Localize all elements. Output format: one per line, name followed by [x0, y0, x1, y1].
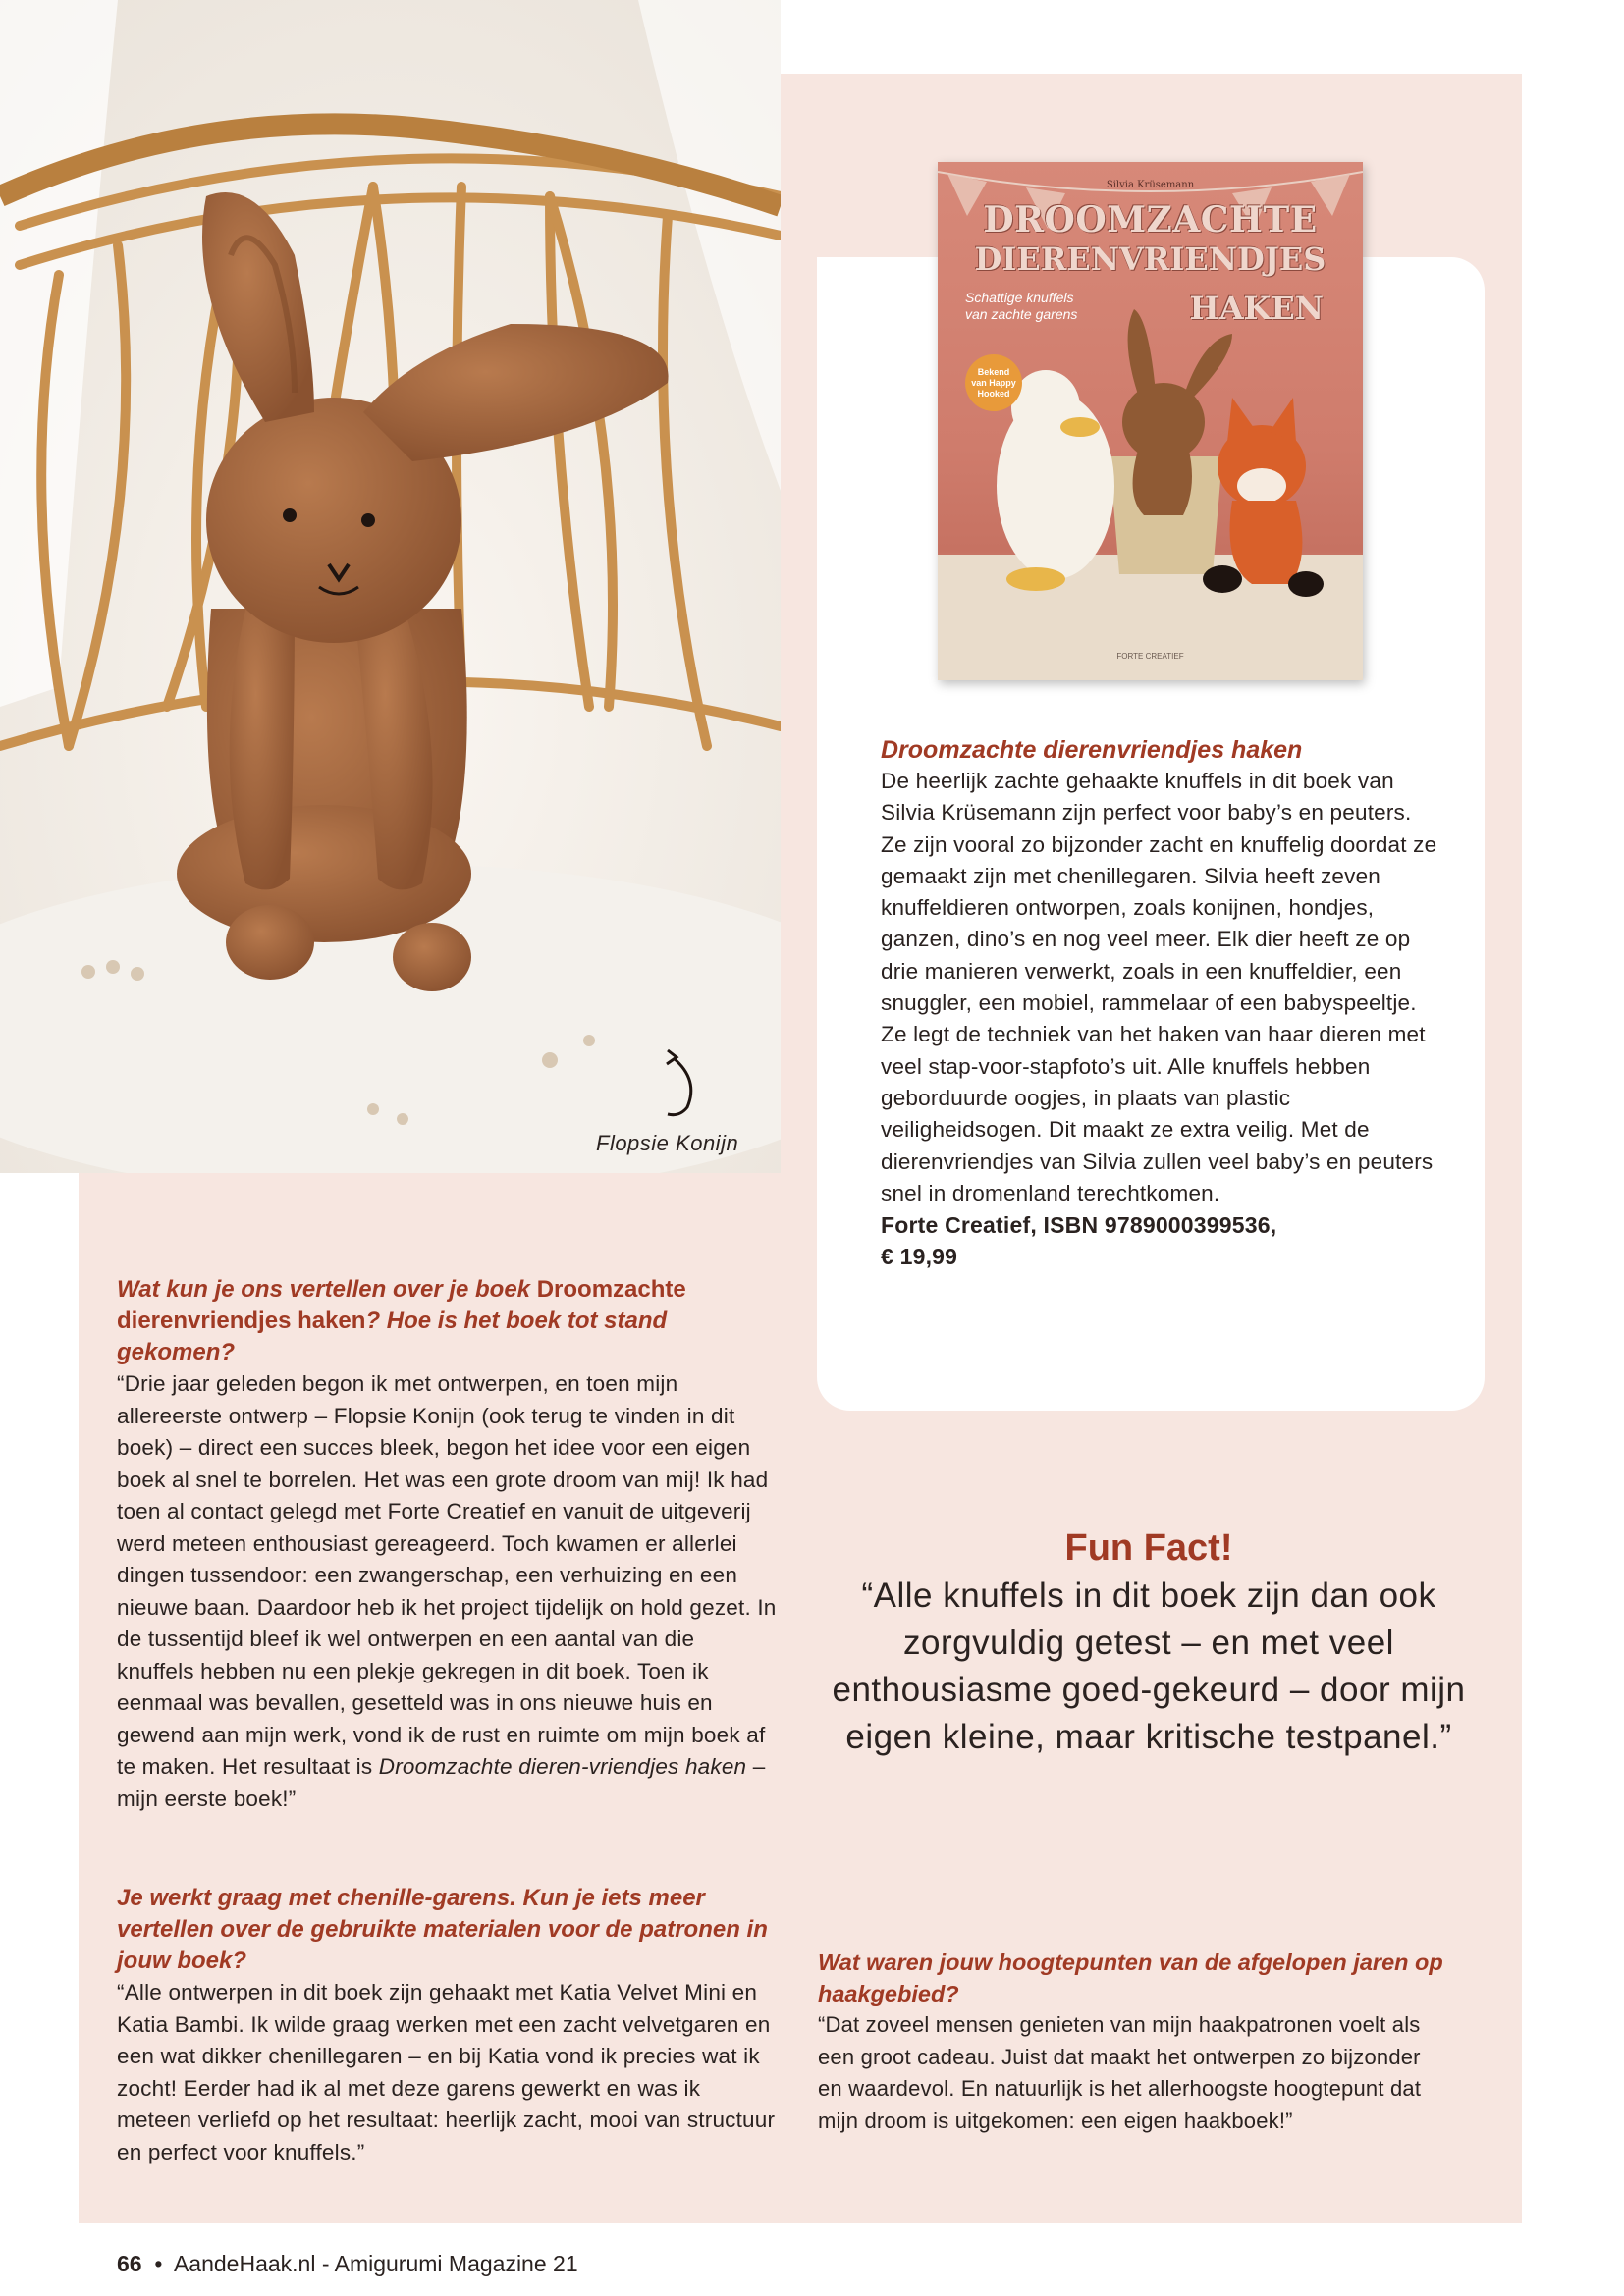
cover-publisher: FORTE CREATIEF	[1116, 652, 1184, 661]
badge-line2: van Happy	[971, 377, 1016, 388]
book-sidebar	[881, 734, 1440, 1273]
cover-title-line1: DROOMZACHTE	[983, 199, 1318, 240]
cover-subtitle-line2: van zachte garens	[965, 306, 1078, 322]
page-footer	[117, 2251, 578, 2277]
q3-answer: “Dat zoveel mensen genieten van mijn haakpatronen voelt als een groot cadeau. Juist dat maakt het ontwerpen zo bijzonder en waardevol. En natuurlijk is het allerhoogste hoogtepunt dat mijn droom is uitgekomen: een eigen haakboek!”	[818, 2012, 1422, 2133]
book-cover	[938, 162, 1363, 680]
sidebar-text: De heerlijk zachte gehaakte knuffels in dit boek van Silvia Krüsemann zijn perfect voor baby’s en peuters. Ze zijn vooral zo bijzonder zacht en knuffelig doordat ze gemaakt zijn met chenillegaren. Silvia heeft zeven knuffeldieren ontworpen, zoals konijnen, hondjes, ganzen, dino’s en nog veel meer. Elk dier heeft ze op drie manieren verwerkt, zoals in een knuffeldier, een snuggler, een mobiel, rammelaar of een babyspeeltje. Ze legt de techniek van het haken van haar dieren met veel stap-voor-stapfoto’s uit. Alle knuffels hebben geborduurde oogjes, in plaats van plastic veiligheidsogen. Dit maakt ze extra veilig. Met de dierenvriendjes van Silvia zullen veel baby’s en peuters snel in dromenland terechtkomen.	[881, 769, 1437, 1205]
q1-answer-a: “Drie jaar geleden begon ik met ontwerpen, en toen mijn allereerste ontwerp – Flopsie Konijn (ook terug te vinden in dit boek) – direct een succes bleek, begon het idee voor een eigen boek al snel te borrelen. Het was een grote droom van mij! Ik had toen al contact gelegd met Forte Creatief en vanuit de uitgeverij werd meteen enthousiast gereageerd. Toch kwamen er allerlei dingen tussendoor: een zwangerschap, een verhuizing en een nieuwe baan. Daardoor heb ik het project tijdelijk on hold gezet. In de tussentijd bleef ik wel ontwerpen en een aantal van die knuffels hebben nu een plekje gekregen in dit boek. Toen ik eenmaal was bevallen, gesetteld was in ons nieuwe huis en gewend aan mijn werk, vond ik de rust en ruimte om mijn boek af te maken. Het resultaat is	[117, 1371, 777, 1779]
magazine-name: AandeHaak.nl - Amigurumi Magazine 21	[173, 2251, 578, 2276]
q3-question: Wat waren jouw hoogtepunten van de afgelopen jaren op haakgebied?	[818, 1949, 1443, 2006]
fun-fact-title: Fun Fact!	[1064, 1527, 1233, 1569]
q1-question-b: ? Hoe is het boek tot stand gekomen?	[117, 1308, 668, 1365]
q1-answer-book: Droomzachte dieren-vriendjes haken	[378, 1754, 747, 1779]
bunny-illustration	[0, 0, 781, 1173]
q2-question: Je werkt graag met chenille-garens. Kun je iets meer vertellen over de gebruikte materialen voor de patronen in jouw boek?	[117, 1885, 768, 1974]
sidebar-title: Droomzachte dierenvriendjes haken	[881, 736, 1303, 764]
sidebar-info-line2: € 19,99	[881, 1244, 958, 1270]
q1-question	[117, 1274, 777, 1368]
interview-q3	[818, 1947, 1446, 2137]
q2-answer: “Alle ontwerpen in dit boek zijn gehaakt met Katia Velvet Mini en Katia Bambi. Ik wilde graag werken met een zacht velvetgaren en een wat dikker chenillegaren – en bij Katia vond ik precies wat ik zocht! Eerder had ik al met deze garens gewerkt en was ik meteen verliefd op het resultaat: heerlijk zacht, mooi van structuur en perfect voor knuffels.”	[117, 1980, 776, 2164]
cover-title-line3: HAKEN	[1189, 290, 1324, 327]
photo-caption: Flopsie Konijn	[596, 1131, 739, 1155]
q1-question-a: Wat kun je ons vertellen over je boek	[117, 1276, 537, 1303]
interview-q1	[117, 1274, 777, 1815]
page-number: 66	[117, 2251, 142, 2276]
cover-subtitle-line1: Schattige knuffels	[965, 290, 1074, 305]
cover-author: Silvia Krüsemann	[1106, 180, 1195, 190]
fun-fact-quote: “Alle knuffels in dit boek zijn dan ook zorgvuldig getest – en met veel enthousiasme goed-gekeurd – door mijn eigen kleine, maar kritische testpanel.”	[832, 1576, 1466, 1756]
fun-fact	[815, 1523, 1483, 1761]
footer-bullet: •	[154, 2251, 163, 2276]
cover-title-line2: DIERENVRIENDJES	[974, 240, 1326, 278]
cover-subtitle	[965, 290, 1077, 323]
badge-line1: Bekend	[977, 366, 1010, 377]
sidebar-info-line1: Forte Creatief, ISBN 9789000399536,	[881, 1212, 1277, 1239]
badge-line3: Hooked	[977, 388, 1010, 399]
cover-badge	[965, 354, 1022, 411]
q1-answer-b: – mijn eerste boek!”	[117, 1754, 766, 1811]
bunny-photo	[0, 0, 781, 1173]
q1-answer	[117, 1368, 777, 1815]
q1-question-book: Droomzachte dierenvriendjes haken	[117, 1276, 686, 1334]
interview-q2	[117, 1883, 777, 2168]
